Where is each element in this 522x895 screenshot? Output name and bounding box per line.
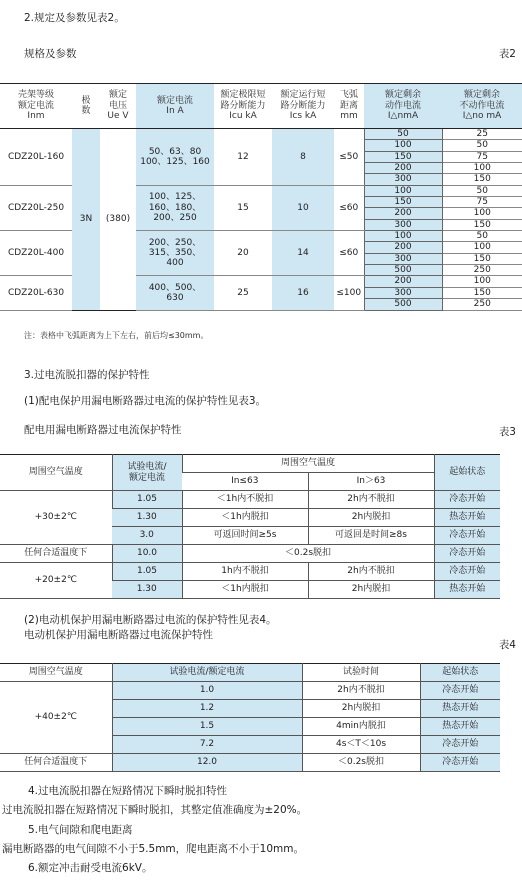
residual-non-operating-current: 50 — [442, 185, 522, 196]
icu-cell: 12 — [214, 129, 272, 186]
residual-operating-current: 300 — [364, 253, 442, 264]
residual-operating-current: 150 — [364, 197, 442, 208]
arc-distance-cell: ≤60 — [334, 185, 364, 230]
ambient-temp-cell: +20±2℃ — [0, 563, 112, 599]
table3-row — [0, 563, 500, 581]
model-cell: CDZ20L-250 — [0, 185, 72, 230]
table2-header: 飞弧 距离 mm — [334, 84, 364, 129]
arc-distance-cell: ≤100 — [334, 276, 364, 310]
table2-header: 额定剩余 不动作电流 I△no mA — [442, 84, 522, 129]
table2-header: 极 数 — [72, 84, 100, 129]
motor-protection-table — [0, 663, 500, 772]
test-current-cell: 12.0 — [112, 754, 302, 772]
residual-operating-current: 50 — [364, 129, 442, 140]
residual-non-operating-current: 250 — [442, 299, 522, 310]
header-in-le-63: In≤63 — [182, 473, 308, 491]
ambient-temp-cell: 任何合适温度下 — [0, 545, 112, 563]
header-ambient-temp: 周围空气温度 — [0, 455, 112, 491]
poles-cell: 3N — [72, 129, 100, 311]
residual-non-operating-current: 100 — [442, 242, 522, 253]
residual-operating-current: 300 — [364, 219, 442, 230]
test-current-cell: 1.30 — [112, 581, 182, 599]
start-state-cell: 冷态开始 — [420, 736, 500, 754]
test-current-cell: 1.2 — [112, 700, 302, 718]
residual-operating-current: 100 — [364, 185, 442, 196]
table3-title: 配电用漏电断路器过电流保护特性 — [24, 424, 182, 436]
icu-cell: 15 — [214, 185, 272, 230]
table4-row — [0, 682, 500, 700]
start-state-cell: 热态开始 — [434, 509, 500, 527]
header-test-current: 试验电流/额定电流 — [112, 664, 302, 682]
header-start-state: 起始状态 — [420, 664, 500, 682]
rated-current-cell: 50、63、80 100、125、160 — [136, 129, 214, 186]
rated-current-cell: 200、250、 315、350、 400 — [136, 231, 214, 276]
residual-non-operating-current: 150 — [442, 287, 522, 298]
test-current-cell: 1.5 — [112, 718, 302, 736]
table2-subtitle: 规格及参数 — [24, 48, 77, 60]
model-cell: CDZ20L-400 — [0, 231, 72, 276]
start-state-cell: 冷态开始 — [434, 563, 500, 581]
table2-header: 额定剩余 动作电流 I△nmA — [364, 84, 442, 129]
ics-cell: 10 — [272, 185, 334, 230]
table2-header: 额定电流 In A — [136, 84, 214, 129]
residual-operating-current: 100 — [364, 231, 442, 242]
header-in-gt-63: In＞63 — [308, 473, 434, 491]
residual-non-operating-current: 75 — [442, 151, 522, 162]
test-current-cell: 1.30 — [112, 509, 182, 527]
ambient-temp-cell: +30±2℃ — [0, 491, 112, 545]
section3-heading: 3.过电流脱扣器的保护特性 — [24, 369, 150, 381]
start-state-cell: 热态开始 — [420, 718, 500, 736]
test-time-cell: 2h内不脱扣 — [302, 682, 420, 700]
test-current-cell: 3.0 — [112, 527, 182, 545]
ambient-temp-cell: 任何合适温度下 — [0, 754, 112, 772]
trip-time-gt63-cell: 可返回是时间≥8s — [308, 527, 434, 545]
residual-non-operating-current: 250 — [442, 265, 522, 276]
trip-time-gt63-cell: 2h内脱扣 — [308, 581, 434, 599]
trip-time-gt63-cell: 2h内不脱扣 — [308, 563, 434, 581]
icu-cell: 25 — [214, 276, 272, 310]
ics-cell: 8 — [272, 129, 334, 186]
ics-cell: 16 — [272, 276, 334, 310]
residual-operating-current: 200 — [364, 163, 442, 174]
residual-non-operating-current: 100 — [442, 276, 522, 287]
start-state-cell: 冷态开始 — [434, 527, 500, 545]
start-state-cell: 冷态开始 — [420, 754, 500, 772]
residual-operating-current: 300 — [364, 287, 442, 298]
residual-operating-current: 300 — [364, 174, 442, 185]
residual-operating-current: 200 — [364, 276, 442, 287]
start-state-cell: 冷态开始 — [420, 682, 500, 700]
table2-header: 额定极限短 路分断能力 Icu kA — [214, 84, 272, 129]
residual-operating-current: 500 — [364, 299, 442, 310]
header-test-current: 试验电流/ 额定电流 — [112, 455, 182, 491]
section3-sub1: (1)配电保护用漏电断路器过电流的保护特性见表3。 — [24, 395, 267, 407]
trip-time-le63-cell: ＜1h内不脱扣 — [182, 491, 308, 509]
rated-current-cell: 400、500、 630 — [136, 276, 214, 310]
start-state-cell: 冷态开始 — [434, 491, 500, 509]
start-state-cell: 热态开始 — [434, 581, 500, 599]
trip-time-le63-cell: 可返回时间≥5s — [182, 527, 308, 545]
test-current-cell: 1.0 — [112, 682, 302, 700]
distribution-protection-table — [0, 454, 500, 599]
trip-time-gt63-cell: 2h内脱扣 — [308, 509, 434, 527]
section3-sub2: (2)电动机保护用漏电断路器过电流的保护特性见表4。 — [24, 614, 277, 626]
arc-distance-cell: ≤60 — [334, 231, 364, 276]
start-state-cell: 冷态开始 — [434, 545, 500, 563]
icu-cell: 20 — [214, 231, 272, 276]
trip-time-le63-cell: ＜1h内脱扣 — [182, 509, 308, 527]
section4-heading: 4.过电流脱扣器在短路情况下瞬时脱扣特性 — [28, 785, 228, 797]
residual-operating-current: 100 — [364, 140, 442, 151]
section6-heading: 6.额定冲击耐受电流6kV。 — [28, 862, 153, 874]
residual-operating-current: 200 — [364, 242, 442, 253]
spec-table — [0, 83, 522, 311]
section5-body: 漏电断路器的电气间隙不小于5.5mm，爬电距离不小于10mm。 — [2, 843, 304, 855]
residual-operating-current: 150 — [364, 151, 442, 162]
residual-non-operating-current: 75 — [442, 197, 522, 208]
test-time-cell: 2h内脱扣 — [302, 700, 420, 718]
residual-non-operating-current: 150 — [442, 219, 522, 230]
model-cell: CDZ20L-630 — [0, 276, 72, 310]
arc-distance-cell: ≤50 — [334, 129, 364, 186]
trip-time-gt63-cell: 2h内不脱扣 — [308, 491, 434, 509]
table4-title: 电动机保护用漏电断路器过电流保护特性 — [24, 629, 213, 641]
ics-cell: 14 — [272, 231, 334, 276]
table2-header: 壳架等级 额定电流 Inm — [0, 84, 72, 129]
table4-row — [0, 754, 500, 772]
trip-time-le63-cell: 1h内不脱扣 — [182, 563, 308, 581]
voltage-cell: (380) — [105, 214, 131, 225]
header-start-state: 起始状态 — [434, 455, 500, 491]
section2-heading: 2.规定及参数见表2。 — [24, 12, 125, 24]
table2-number: 表2 — [498, 48, 516, 60]
test-current-cell: 10.0 — [112, 545, 182, 563]
residual-non-operating-current: 150 — [442, 253, 522, 264]
ambient-temp-cell: +40±2℃ — [0, 682, 112, 754]
residual-non-operating-current: 150 — [442, 174, 522, 185]
table2-row — [0, 129, 522, 140]
table3-number: 表3 — [498, 426, 516, 438]
residual-non-operating-current: 100 — [442, 208, 522, 219]
header-ambient-temp: 周围空气温度 — [0, 664, 112, 682]
residual-operating-current: 200 — [364, 208, 442, 219]
section5-heading: 5.电气间隙和爬电距离 — [28, 824, 133, 836]
test-time-cell: ＜0.2s脱扣 — [302, 754, 420, 772]
header-ambient-group: 周围空气温度 — [182, 455, 434, 473]
header-test-time: 试验时间 — [302, 664, 420, 682]
rated-current-cell: 100、125、 160、180、 200、250 — [136, 185, 214, 230]
table4-number: 表4 — [498, 639, 516, 651]
start-state-cell: 热态开始 — [420, 700, 500, 718]
test-current-cell: 7.2 — [112, 736, 302, 754]
test-time-cell: 4min内脱扣 — [302, 718, 420, 736]
residual-operating-current: 500 — [364, 265, 442, 276]
trip-time-cell: ＜0.2s脱扣 — [182, 545, 434, 563]
table2-note: 注：表格中飞弧距离为上下左右，前后均≤30mm。 — [24, 331, 209, 340]
test-current-cell: 1.05 — [112, 491, 182, 509]
residual-non-operating-current: 100 — [442, 163, 522, 174]
test-time-cell: 4s＜T＜10s — [302, 736, 420, 754]
trip-time-le63-cell: ＜1h内脱扣 — [182, 581, 308, 599]
residual-non-operating-current: 25 — [442, 129, 522, 140]
table2-header: 额定运行短 路分断能力 Ics kA — [272, 84, 334, 129]
table3-row — [0, 491, 500, 509]
model-cell: CDZ20L-160 — [0, 129, 72, 186]
table2-header: 额定 电压 Ue V — [100, 84, 136, 129]
section4-body: 过电流脱扣器在短路情况下瞬时脱扣，其整定值准确度为±20%。 — [2, 804, 308, 816]
residual-non-operating-current: 50 — [442, 140, 522, 151]
table3-row — [0, 545, 500, 563]
test-current-cell: 1.05 — [112, 563, 182, 581]
residual-non-operating-current: 50 — [442, 231, 522, 242]
